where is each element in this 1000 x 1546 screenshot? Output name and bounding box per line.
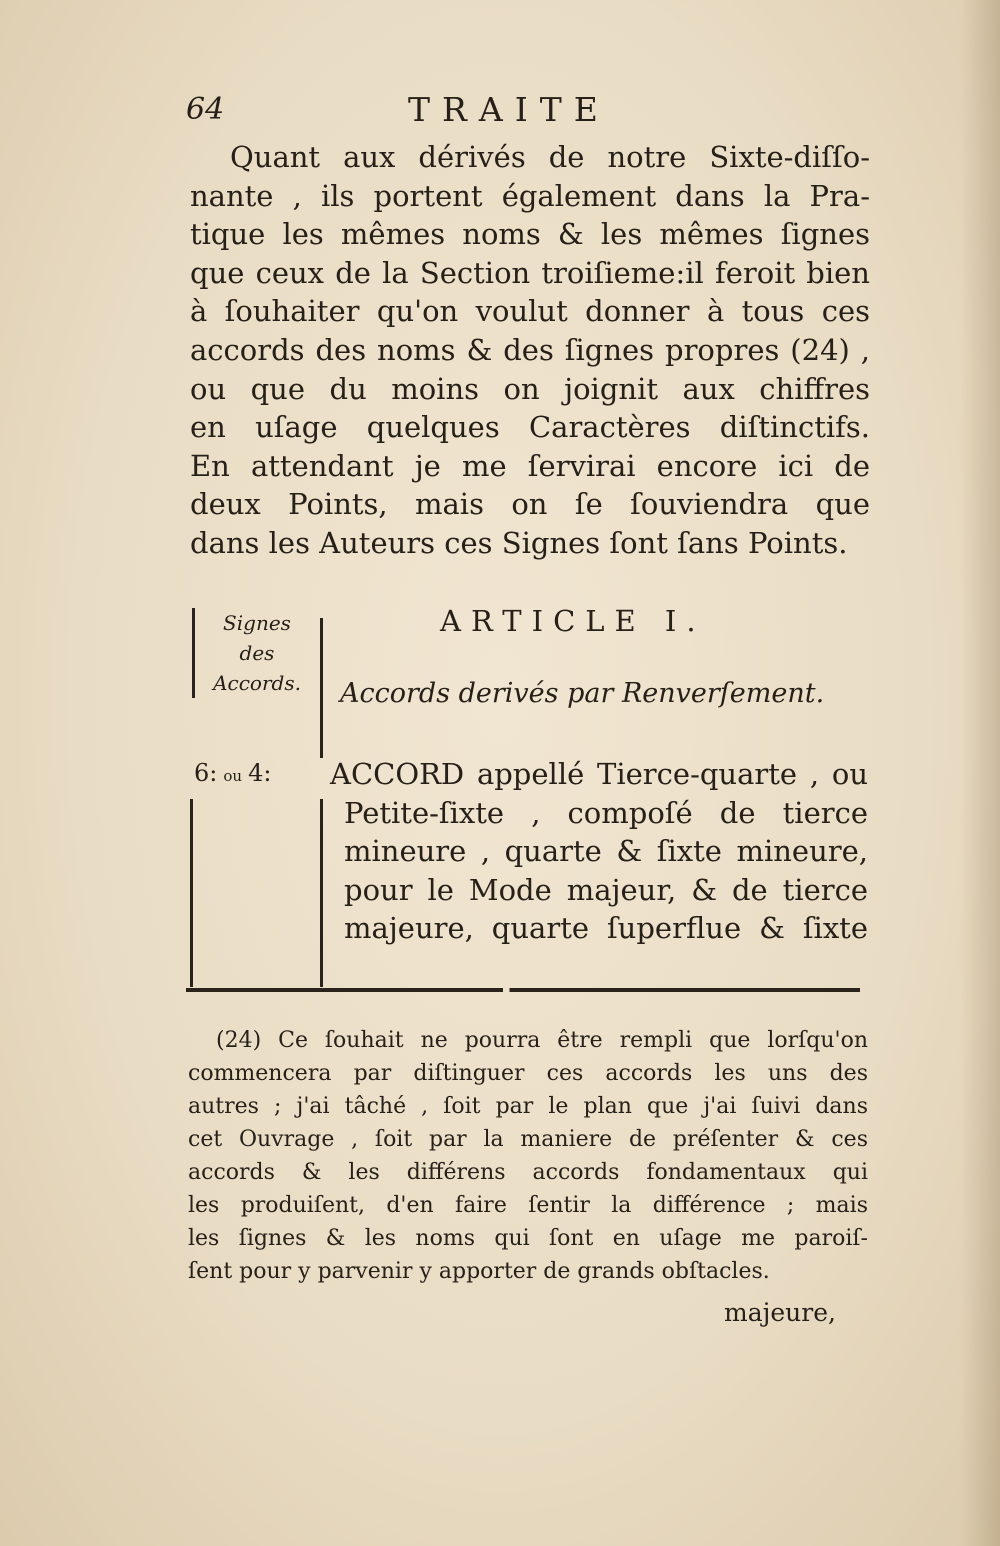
running-title: TRAITE <box>408 90 610 129</box>
paragraph-line: deux Points, mais on ſe ſouviendra que <box>190 487 870 522</box>
page-number: 64 <box>186 92 225 127</box>
paragraph-line: en uſage quelques Caractères diſtinctifs. <box>190 410 870 445</box>
footnote-line: commencera par diſtinguer ces accords les uns des <box>188 1061 868 1086</box>
figure-or: ou <box>223 767 243 785</box>
footnote-line: cet Ouvrage , ſoit par la maniere de préſenter & ces <box>188 1127 868 1152</box>
figure-six: 6: <box>194 759 218 787</box>
column-rule <box>320 618 323 758</box>
article-heading: ARTICLE I. <box>440 604 706 638</box>
footnote-rule <box>186 988 860 992</box>
margin-note-line: Accords. <box>213 671 301 695</box>
margin-note-line: Signes <box>223 611 291 635</box>
paragraph-line: ou que du moins on joignit aux chiffres <box>190 371 870 406</box>
chord-line: pour le Mode majeur, & de tierce <box>344 872 868 907</box>
footnote-line: autres ; j'ai tâché , ſoit par le plan que j'ai ſuivi dans <box>188 1094 868 1119</box>
chord-line: mineure , quarte & ſixte mineure, <box>344 834 868 869</box>
chord-line: majeure, quarte ſuperflue & ſixte <box>344 911 868 946</box>
paragraph-line: dans les Auteurs ces Signes ſont ſans Points. <box>190 525 848 560</box>
chord-line: ACCORD appellé Tierce-quarte , ou <box>330 757 868 791</box>
margin-rule <box>190 799 193 987</box>
paragraph-line: que ceux de la Section troiſieme:il feroit bien <box>190 255 870 290</box>
page-header <box>186 92 866 136</box>
footnote-line: accords & les différens accords fondamentaux qui <box>188 1160 868 1185</box>
margin-note-line: des <box>239 641 275 665</box>
footnote-line: (24) Ce ſouhait ne pourra être rempli que lorſqu'on <box>216 1028 868 1053</box>
article-subheading: Accords derivés par Renverſement. <box>340 678 825 709</box>
chord-figure-sign <box>194 759 271 787</box>
footnote-line: les produiſent, d'en faire ſentir la différence ; mais <box>188 1193 868 1218</box>
catchword: majeure, <box>724 1298 836 1327</box>
chord-line: Petite-ſixte , compoſé de tierce <box>344 795 868 830</box>
paragraph-line: accords des noms & des ſignes propres (24) , <box>190 332 870 367</box>
margin-note <box>198 608 316 698</box>
figure-four: 4: <box>248 759 272 787</box>
column-rule <box>320 799 323 987</box>
footnote-line: les ſignes & les noms qui ſont en uſage me paroiſ- <box>188 1226 868 1251</box>
chord-description <box>330 755 868 948</box>
paragraph-line: Quant aux dérivés de notre Sixte-diſſo- <box>230 140 870 174</box>
main-paragraph <box>190 138 870 563</box>
footnote <box>188 1024 868 1288</box>
footnote-line: ſent pour y parvenir y apporter de grands obſtacles. <box>188 1259 770 1284</box>
paragraph-line: En attendant je me ſervirai encore ici de <box>190 448 870 483</box>
paragraph-line: nante , ils portent également dans la Pra- <box>190 178 870 213</box>
margin-rule <box>192 608 195 698</box>
paragraph-line: à ſouhaiter qu'on voulut donner à tous ces <box>190 294 870 329</box>
paragraph-line: tique les mêmes noms & les mêmes ſignes <box>190 217 870 252</box>
